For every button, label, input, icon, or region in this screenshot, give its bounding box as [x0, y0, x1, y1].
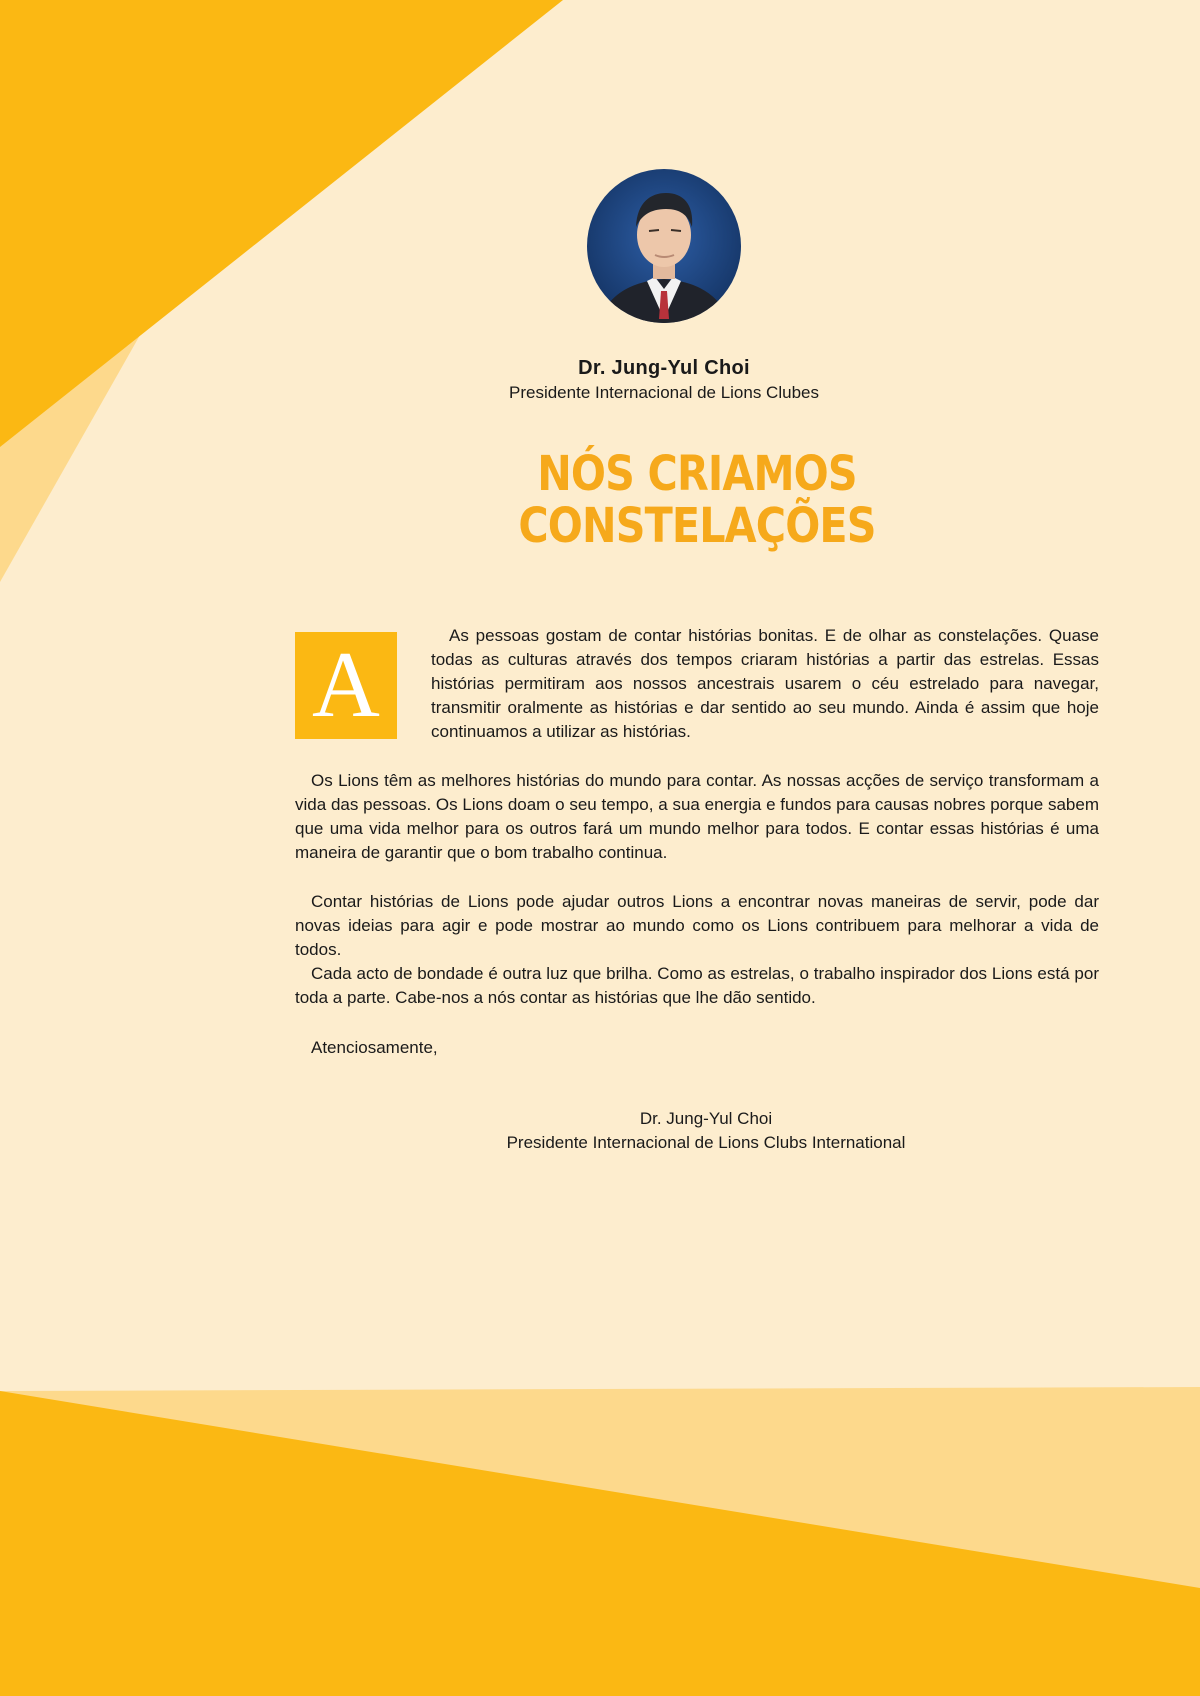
author-role: Presidente Internacional de Lions Clubes — [509, 383, 819, 402]
title-line-2: CONSTELAÇÕES — [518, 498, 876, 554]
paragraph-1-text: As pessoas gostam de contar histórias bonitas. E de olhar as constelações. Quase todas as culturas através dos tempos criaram histórias a partir das estrelas. Essas histórias permitiram aos nossos ancestrais usarem o céu estrelado para navegar, transmitir oralmente as histórias e dar sentido ao seu mundo. Ainda é assim que hoje continuamos a utilizar as histórias. — [431, 626, 1099, 741]
closing — [295, 1036, 1099, 1060]
portrait-photo — [587, 169, 741, 323]
signature-role: Presidente Internacional de Lions Clubs International — [506, 1133, 906, 1152]
author-name: Dr. Jung-Yul Choi — [578, 357, 750, 379]
paragraph-3 — [295, 890, 1099, 962]
paragraph-3-text: Contar histórias de Lions pode ajudar outros Lions a encontrar novas maneiras de servir, pode dar novas ideias para agir e pode mostrar ao mundo como os Lions contribuem para melhorar a vida de todos. — [295, 892, 1099, 959]
title-line-1: NÓS CRIAMOS — [537, 446, 857, 502]
page-title — [98, 448, 1200, 552]
paragraph-2 — [295, 769, 1099, 865]
drop-cap: A — [295, 632, 397, 739]
paragraph-4-text: Cada acto de bondade é outra luz que brilha. Como as estrelas, o trabalho inspirador dos Lions está por toda a parte. Cabe-nos a nós contar as histórias que lhe dão sentido. — [295, 964, 1099, 1007]
paragraph-2-text: Os Lions têm as melhores histórias do mundo para contar. As nossas acções de serviço transformam a vida das pessoas. Os Lions doam o seu tempo, a sua energia e fundos para causas nobres porque sabem que uma vida melhor para os outros fará um mundo melhor para todos. E contar essas histórias é uma maneira de garantir que o bom trabalho continua. — [295, 771, 1099, 862]
paragraph-4 — [295, 962, 1099, 1010]
paragraph-1 — [431, 624, 1099, 744]
closing-text: Atenciosamente, — [311, 1038, 438, 1057]
signature-name: Dr. Jung-Yul Choi — [639, 1109, 773, 1128]
